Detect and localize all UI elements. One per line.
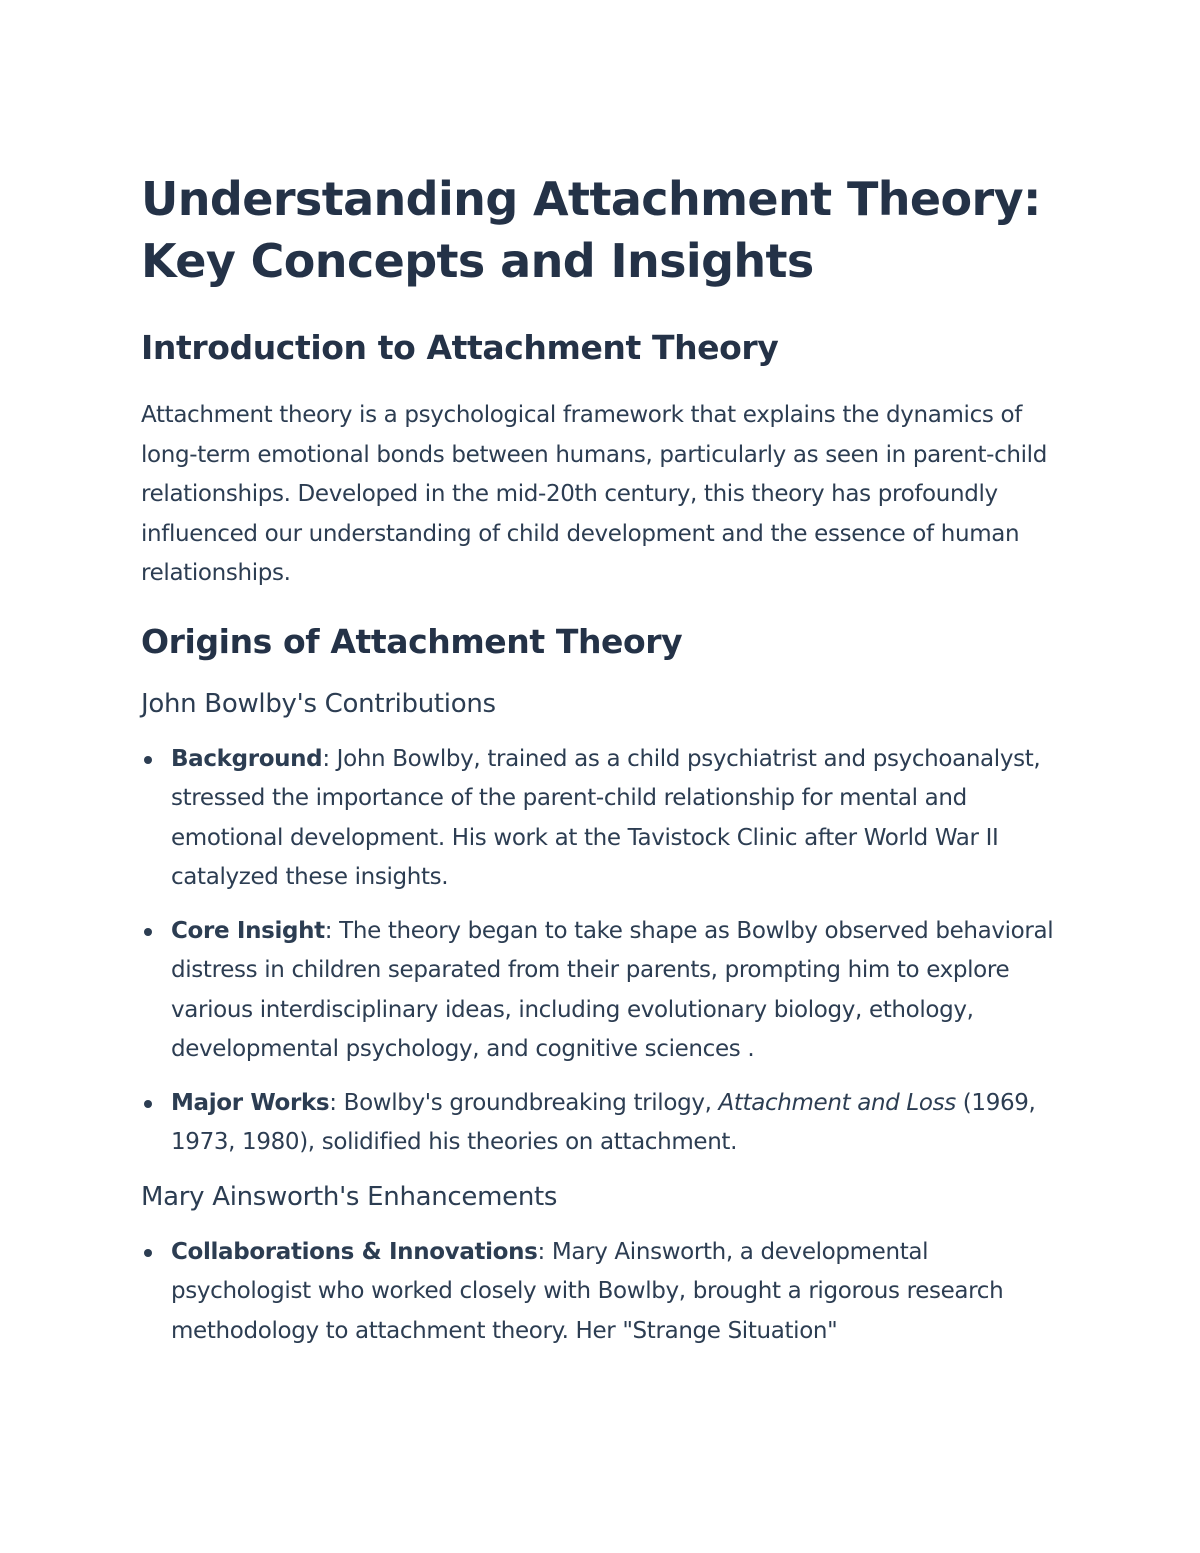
item-label: Collaborations & Innovations [171, 1238, 538, 1265]
bullet-icon [144, 756, 152, 764]
book-title: Attachment and Loss [718, 1089, 956, 1116]
item-text: : John Bowlby, trained as a child psychiatrist and psychoanalyst, stressed the importance of the parent-child relationship for mental and emotional development. His work at the Tavistock Clinic after World War II catalyzed these insights. [171, 745, 1041, 890]
item-label: Background [171, 745, 323, 772]
subsection-heading-ainsworth: Mary Ainsworth's Enhancements [141, 1181, 558, 1212]
list-item [141, 1233, 1060, 1352]
bullet-icon [144, 1100, 152, 1108]
item-label: Major Works [171, 1089, 330, 1116]
section-heading-origins: Origins of Attachment Theory [141, 621, 683, 661]
list-item [141, 740, 1060, 898]
item-text: (1969, 1973, 1980), solidified his theories on attachment. [171, 1089, 1036, 1155]
ainsworth-enhancements-list [141, 1233, 1060, 1352]
document-title: Understanding Attachment Theory: Key Concepts and Insights [141, 172, 1041, 288]
item-text: : Bowlby's groundbreaking trilogy, [329, 1089, 719, 1116]
section-heading-introduction: Introduction to Attachment Theory [141, 328, 779, 367]
bowlby-contributions-list [141, 740, 1060, 1163]
introduction-paragraph: Attachment theory is a psychological framework that explains the dynamics of long-term emotional bonds between humans, particularly as seen in parent-child relationships. Developed in the mid-20th century, this theory has profoundly influenced our understanding of child development and the essence of human relationships. [141, 402, 1047, 586]
item-text: : Mary Ainsworth, a developmental psychologist who worked closely with Bowlby, brought a rigorous research methodology to attachment theory. Her "Strange Situation" [171, 1238, 1004, 1344]
subsection-heading-bowlby: John Bowlby's Contributions [141, 688, 496, 719]
item-label: Core Insight [171, 917, 325, 944]
list-item [141, 1084, 1060, 1163]
bullet-icon [144, 928, 152, 936]
list-item [141, 912, 1060, 1070]
bullet-icon [144, 1249, 152, 1257]
item-text: : The theory began to take shape as Bowlby observed behavioral distress in children separated from their parents, prompting him to explore various interdisciplinary ideas, including evolutionary biology, ethology, developmental psychology, and cognitive sciences . [171, 917, 1054, 1062]
